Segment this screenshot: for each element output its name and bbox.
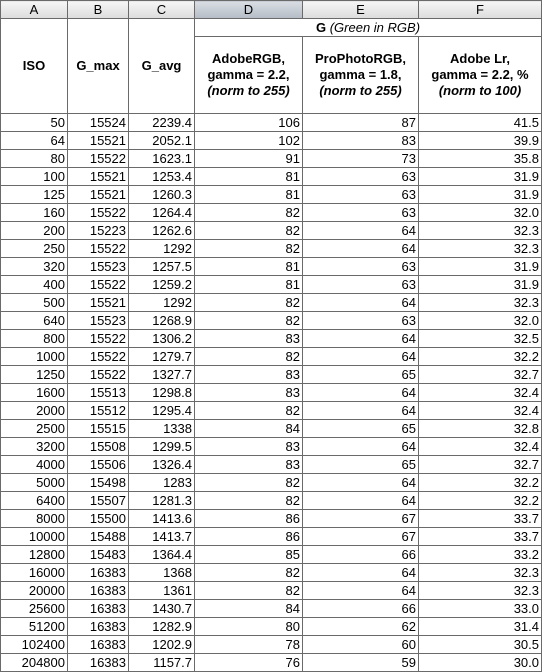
table-row (1, 438, 542, 456)
table-row (1, 366, 542, 384)
cell-iso[interactable]: 51200 (1, 618, 68, 636)
cell-iso[interactable]: 1600 (1, 384, 68, 402)
cell-g-max[interactable]: 15524 (68, 114, 129, 132)
cell-iso[interactable]: 160 (1, 204, 68, 222)
cell-g-avg[interactable]: 1257.5 (129, 258, 195, 276)
cell-adobe-lr[interactable]: 30.5 (419, 636, 542, 654)
cell-g-max[interactable]: 16383 (68, 564, 129, 582)
cell-g-max[interactable]: 15508 (68, 438, 129, 456)
cell-adobe-lr[interactable]: 32.4 (419, 438, 542, 456)
cell-g-max[interactable]: 15488 (68, 528, 129, 546)
column-header-a[interactable]: A (1, 1, 68, 19)
cell-iso[interactable]: 800 (1, 330, 68, 348)
cell-g-avg[interactable]: 1623.1 (129, 150, 195, 168)
table-row (1, 312, 542, 330)
cell-prophoto-rgb[interactable]: 64 (303, 330, 419, 348)
cell-prophoto-rgb[interactable]: 87 (303, 114, 419, 132)
table-row (1, 528, 542, 546)
cell-g-max[interactable]: 15522 (68, 204, 129, 222)
header-cell-g-avg[interactable]: G_avg (129, 19, 195, 114)
cell-prophoto-rgb[interactable]: 67 (303, 510, 419, 528)
header-cell-g-max[interactable]: G_max (68, 19, 129, 114)
cell-adobe-rgb[interactable]: 81 (195, 258, 303, 276)
cell-adobe-rgb[interactable]: 82 (195, 312, 303, 330)
cell-prophoto-rgb[interactable]: 64 (303, 438, 419, 456)
cell-iso[interactable]: 16000 (1, 564, 68, 582)
cell-prophoto-rgb[interactable]: 63 (303, 276, 419, 294)
cell-iso[interactable]: 5000 (1, 474, 68, 492)
cell-iso[interactable]: 640 (1, 312, 68, 330)
cell-adobe-lr[interactable]: 32.5 (419, 330, 542, 348)
table-row (1, 384, 542, 402)
cell-prophoto-rgb[interactable]: 67 (303, 528, 419, 546)
cell-adobe-rgb[interactable]: 82 (195, 204, 303, 222)
cell-adobe-lr[interactable]: 32.4 (419, 384, 542, 402)
cell-g-avg[interactable]: 1202.9 (129, 636, 195, 654)
cell-adobe-lr[interactable]: 41.5 (419, 114, 542, 132)
cell-iso[interactable]: 6400 (1, 492, 68, 510)
cell-prophoto-rgb[interactable]: 65 (303, 420, 419, 438)
cell-iso[interactable]: 80 (1, 150, 68, 168)
cell-prophoto-rgb[interactable]: 64 (303, 348, 419, 366)
prophoto-rgb-line3: (norm to 255) (319, 83, 402, 98)
cell-g-avg[interactable]: 1157.7 (129, 654, 195, 672)
cell-adobe-lr[interactable]: 32.2 (419, 474, 542, 492)
cell-adobe-rgb[interactable]: 80 (195, 618, 303, 636)
cell-adobe-lr[interactable]: 32.3 (419, 222, 542, 240)
cell-adobe-rgb[interactable]: 83 (195, 330, 303, 348)
cell-adobe-rgb[interactable]: 91 (195, 150, 303, 168)
cell-g-avg[interactable]: 1295.4 (129, 402, 195, 420)
column-header-f[interactable]: F (419, 1, 542, 19)
cell-adobe-lr[interactable]: 32.2 (419, 492, 542, 510)
cell-g-avg[interactable]: 1260.3 (129, 186, 195, 204)
cell-adobe-rgb[interactable]: 81 (195, 168, 303, 186)
cell-g-max[interactable]: 15521 (68, 186, 129, 204)
cell-g-max[interactable]: 15522 (68, 276, 129, 294)
cell-iso[interactable]: 25600 (1, 600, 68, 618)
cell-adobe-lr[interactable]: 30.0 (419, 654, 542, 672)
cell-prophoto-rgb[interactable]: 63 (303, 312, 419, 330)
cell-g-max[interactable]: 16383 (68, 654, 129, 672)
cell-adobe-lr[interactable]: 32.0 (419, 204, 542, 222)
cell-prophoto-rgb[interactable]: 64 (303, 564, 419, 582)
cell-adobe-rgb[interactable]: 83 (195, 366, 303, 384)
cell-adobe-lr[interactable]: 31.9 (419, 276, 542, 294)
group-sublabel: (Green in RGB) (329, 19, 421, 35)
cell-iso[interactable]: 204800 (1, 654, 68, 672)
cell-g-avg[interactable]: 1268.9 (129, 312, 195, 330)
table-row (1, 240, 542, 258)
column-header-row (1, 1, 542, 19)
cell-g-avg[interactable]: 1292 (129, 294, 195, 312)
adobe-lr-line1: Adobe Lr, (450, 51, 510, 66)
cell-iso[interactable]: 10000 (1, 528, 68, 546)
cell-prophoto-rgb[interactable]: 63 (303, 168, 419, 186)
cell-adobe-lr[interactable]: 32.4 (419, 402, 542, 420)
cell-prophoto-rgb[interactable]: 59 (303, 654, 419, 672)
table-row (1, 582, 542, 600)
cell-g-max[interactable]: 15515 (68, 420, 129, 438)
cell-g-avg[interactable]: 1413.6 (129, 510, 195, 528)
cell-adobe-lr[interactable]: 32.7 (419, 366, 542, 384)
column-header-e[interactable]: E (303, 1, 419, 19)
prophoto-rgb-line1: ProPhotoRGB, (315, 51, 406, 66)
table-row (1, 456, 542, 474)
cell-g-avg[interactable]: 1413.7 (129, 528, 195, 546)
table-row (1, 204, 542, 222)
cell-g-avg[interactable]: 1279.7 (129, 348, 195, 366)
cell-g-avg[interactable]: 1368 (129, 564, 195, 582)
cell-iso[interactable]: 4000 (1, 456, 68, 474)
cell-prophoto-rgb[interactable]: 64 (303, 294, 419, 312)
cell-g-avg[interactable]: 1298.8 (129, 384, 195, 402)
cell-g-max[interactable]: 15521 (68, 132, 129, 150)
cell-adobe-lr[interactable]: 33.2 (419, 546, 542, 564)
cell-g-max[interactable]: 15223 (68, 222, 129, 240)
table-row (1, 258, 542, 276)
table-row (1, 330, 542, 348)
cell-g-max[interactable]: 15523 (68, 258, 129, 276)
cell-g-avg[interactable]: 1338 (129, 420, 195, 438)
column-header-d[interactable]: D (195, 1, 303, 19)
header-cell-iso[interactable]: ISO (1, 19, 68, 114)
cell-g-avg[interactable]: 1262.6 (129, 222, 195, 240)
cell-g-max[interactable]: 15498 (68, 474, 129, 492)
cell-prophoto-rgb[interactable]: 63 (303, 204, 419, 222)
adobe-rgb-line2: gamma = 2.2, (207, 67, 290, 82)
cell-adobe-lr[interactable]: 31.9 (419, 168, 542, 186)
cell-g-max[interactable]: 15521 (68, 168, 129, 186)
cell-adobe-rgb[interactable]: 85 (195, 546, 303, 564)
cell-adobe-rgb[interactable]: 102 (195, 132, 303, 150)
table-row (1, 564, 542, 582)
cell-prophoto-rgb[interactable]: 63 (303, 186, 419, 204)
cell-adobe-lr[interactable]: 33.7 (419, 528, 542, 546)
cell-g-avg[interactable]: 1327.7 (129, 366, 195, 384)
table-row (1, 294, 542, 312)
cell-g-max[interactable]: 15522 (68, 348, 129, 366)
cell-g-avg[interactable]: 1306.2 (129, 330, 195, 348)
group-label: G (315, 19, 327, 35)
cell-g-avg[interactable]: 2239.4 (129, 114, 195, 132)
cell-adobe-rgb[interactable]: 84 (195, 600, 303, 618)
cell-adobe-rgb[interactable]: 86 (195, 510, 303, 528)
cell-iso[interactable]: 400 (1, 276, 68, 294)
cell-g-max[interactable]: 15522 (68, 366, 129, 384)
cell-g-max[interactable]: 15500 (68, 510, 129, 528)
cell-iso[interactable]: 50 (1, 114, 68, 132)
cell-adobe-rgb[interactable]: 82 (195, 240, 303, 258)
cell-prophoto-rgb[interactable]: 65 (303, 366, 419, 384)
cell-prophoto-rgb[interactable]: 64 (303, 402, 419, 420)
cell-g-max[interactable]: 16383 (68, 636, 129, 654)
table-row (1, 636, 542, 654)
cell-adobe-rgb[interactable]: 78 (195, 636, 303, 654)
cell-iso[interactable]: 102400 (1, 636, 68, 654)
cell-iso[interactable]: 125 (1, 186, 68, 204)
cell-adobe-rgb[interactable]: 82 (195, 348, 303, 366)
cell-iso[interactable]: 64 (1, 132, 68, 150)
column-header-b[interactable]: B (68, 1, 129, 19)
adobe-rgb-line1: AdobeRGB, (212, 51, 285, 66)
cell-adobe-lr[interactable]: 32.3 (419, 294, 542, 312)
cell-adobe-rgb[interactable]: 86 (195, 528, 303, 546)
table-row (1, 474, 542, 492)
cell-iso[interactable]: 500 (1, 294, 68, 312)
cell-adobe-rgb[interactable]: 82 (195, 564, 303, 582)
cell-adobe-lr[interactable]: 32.3 (419, 240, 542, 258)
cell-g-max[interactable]: 15507 (68, 492, 129, 510)
cell-g-max[interactable]: 16383 (68, 618, 129, 636)
cell-g-max[interactable]: 16383 (68, 600, 129, 618)
table-row (1, 618, 542, 636)
cell-adobe-rgb[interactable]: 84 (195, 420, 303, 438)
cell-adobe-rgb[interactable]: 106 (195, 114, 303, 132)
cell-adobe-rgb[interactable]: 82 (195, 474, 303, 492)
adobe-lr-line3: (norm to 100) (438, 83, 522, 98)
cell-iso[interactable]: 100 (1, 168, 68, 186)
cell-adobe-rgb[interactable]: 76 (195, 654, 303, 672)
table-row (1, 222, 542, 240)
table-row (1, 276, 542, 294)
cell-adobe-rgb[interactable]: 81 (195, 186, 303, 204)
cell-adobe-lr[interactable]: 32.2 (419, 348, 542, 366)
cell-prophoto-rgb[interactable]: 64 (303, 222, 419, 240)
cell-prophoto-rgb[interactable]: 66 (303, 600, 419, 618)
cell-adobe-lr[interactable]: 39.9 (419, 132, 542, 150)
cell-adobe-rgb[interactable]: 82 (195, 294, 303, 312)
table-row (1, 510, 542, 528)
table-row (1, 402, 542, 420)
cell-iso[interactable]: 2000 (1, 402, 68, 420)
header-cell-green-group[interactable] (195, 19, 542, 37)
cell-g-max[interactable]: 15506 (68, 456, 129, 474)
cell-adobe-rgb[interactable]: 82 (195, 582, 303, 600)
cell-adobe-rgb[interactable]: 83 (195, 456, 303, 474)
cell-adobe-lr[interactable]: 31.4 (419, 618, 542, 636)
cell-g-avg[interactable]: 1253.4 (129, 168, 195, 186)
table-row (1, 600, 542, 618)
cell-adobe-lr[interactable]: 32.7 (419, 456, 542, 474)
table-row (1, 546, 542, 564)
cell-prophoto-rgb[interactable]: 64 (303, 492, 419, 510)
cell-adobe-lr[interactable]: 32.3 (419, 564, 542, 582)
cell-prophoto-rgb[interactable]: 64 (303, 240, 419, 258)
table-row (1, 150, 542, 168)
cell-adobe-lr[interactable]: 32.8 (419, 420, 542, 438)
cell-prophoto-rgb[interactable]: 73 (303, 150, 419, 168)
cell-iso[interactable]: 320 (1, 258, 68, 276)
cell-prophoto-rgb[interactable]: 83 (303, 132, 419, 150)
cell-g-max[interactable]: 15483 (68, 546, 129, 564)
cell-g-avg[interactable]: 2052.1 (129, 132, 195, 150)
cell-g-avg[interactable]: 1430.7 (129, 600, 195, 618)
table-row (1, 114, 542, 132)
cell-adobe-rgb[interactable]: 81 (195, 276, 303, 294)
cell-g-avg[interactable]: 1364.4 (129, 546, 195, 564)
cell-g-max[interactable]: 15521 (68, 294, 129, 312)
cell-prophoto-rgb[interactable]: 66 (303, 546, 419, 564)
cell-iso[interactable]: 200 (1, 222, 68, 240)
prophoto-rgb-line2: gamma = 1.8, (319, 67, 402, 82)
cell-g-max[interactable]: 15522 (68, 150, 129, 168)
cell-iso[interactable]: 12800 (1, 546, 68, 564)
table-row (1, 654, 542, 672)
cell-g-max[interactable]: 15523 (68, 312, 129, 330)
cell-adobe-rgb[interactable]: 83 (195, 384, 303, 402)
cell-adobe-lr[interactable]: 31.9 (419, 258, 542, 276)
column-header-c[interactable]: C (129, 1, 195, 19)
cell-adobe-lr[interactable]: 31.9 (419, 186, 542, 204)
cell-iso[interactable]: 2500 (1, 420, 68, 438)
table-row (1, 186, 542, 204)
cell-iso[interactable]: 1000 (1, 348, 68, 366)
header-cell-prophoto-rgb[interactable] (303, 37, 419, 114)
header-row-group (1, 19, 542, 37)
table-row (1, 132, 542, 150)
cell-iso[interactable]: 8000 (1, 510, 68, 528)
header-cell-adobe-lr[interactable] (419, 37, 542, 114)
cell-g-avg[interactable]: 1326.4 (129, 456, 195, 474)
cell-adobe-lr[interactable]: 32.3 (419, 582, 542, 600)
adobe-lr-line2: gamma = 2.2, % (431, 67, 529, 82)
cell-iso[interactable]: 250 (1, 240, 68, 258)
cell-g-max[interactable]: 15522 (68, 240, 129, 258)
cell-prophoto-rgb[interactable]: 63 (303, 258, 419, 276)
cell-iso[interactable]: 20000 (1, 582, 68, 600)
cell-g-avg[interactable]: 1281.3 (129, 492, 195, 510)
cell-g-avg[interactable]: 1259.2 (129, 276, 195, 294)
table-row (1, 420, 542, 438)
cell-prophoto-rgb[interactable]: 64 (303, 582, 419, 600)
cell-g-max[interactable]: 16383 (68, 582, 129, 600)
cell-g-avg[interactable]: 1264.4 (129, 204, 195, 222)
cell-prophoto-rgb[interactable]: 64 (303, 474, 419, 492)
cell-adobe-rgb[interactable]: 83 (195, 438, 303, 456)
cell-adobe-rgb[interactable]: 82 (195, 222, 303, 240)
cell-g-avg[interactable]: 1283 (129, 474, 195, 492)
table-row (1, 168, 542, 186)
cell-g-avg[interactable]: 1292 (129, 240, 195, 258)
adobe-rgb-line3: (norm to 255) (207, 83, 290, 98)
cell-g-avg[interactable]: 1282.9 (129, 618, 195, 636)
cell-prophoto-rgb[interactable]: 65 (303, 456, 419, 474)
cell-prophoto-rgb[interactable]: 62 (303, 618, 419, 636)
cell-g-max[interactable]: 15522 (68, 330, 129, 348)
cell-g-avg[interactable]: 1299.5 (129, 438, 195, 456)
cell-prophoto-rgb[interactable]: 60 (303, 636, 419, 654)
cell-adobe-lr[interactable]: 33.7 (419, 510, 542, 528)
cell-g-max[interactable]: 15512 (68, 402, 129, 420)
cell-iso[interactable]: 1250 (1, 366, 68, 384)
cell-adobe-lr[interactable]: 33.0 (419, 600, 542, 618)
cell-adobe-lr[interactable]: 35.8 (419, 150, 542, 168)
cell-adobe-rgb[interactable]: 82 (195, 492, 303, 510)
table-row (1, 492, 542, 510)
header-cell-adobe-rgb[interactable] (195, 37, 303, 114)
cell-g-avg[interactable]: 1361 (129, 582, 195, 600)
cell-iso[interactable]: 3200 (1, 438, 68, 456)
cell-adobe-lr[interactable]: 32.0 (419, 312, 542, 330)
table-row (1, 348, 542, 366)
cell-prophoto-rgb[interactable]: 64 (303, 384, 419, 402)
cell-adobe-rgb[interactable]: 82 (195, 402, 303, 420)
cell-g-max[interactable]: 15513 (68, 384, 129, 402)
